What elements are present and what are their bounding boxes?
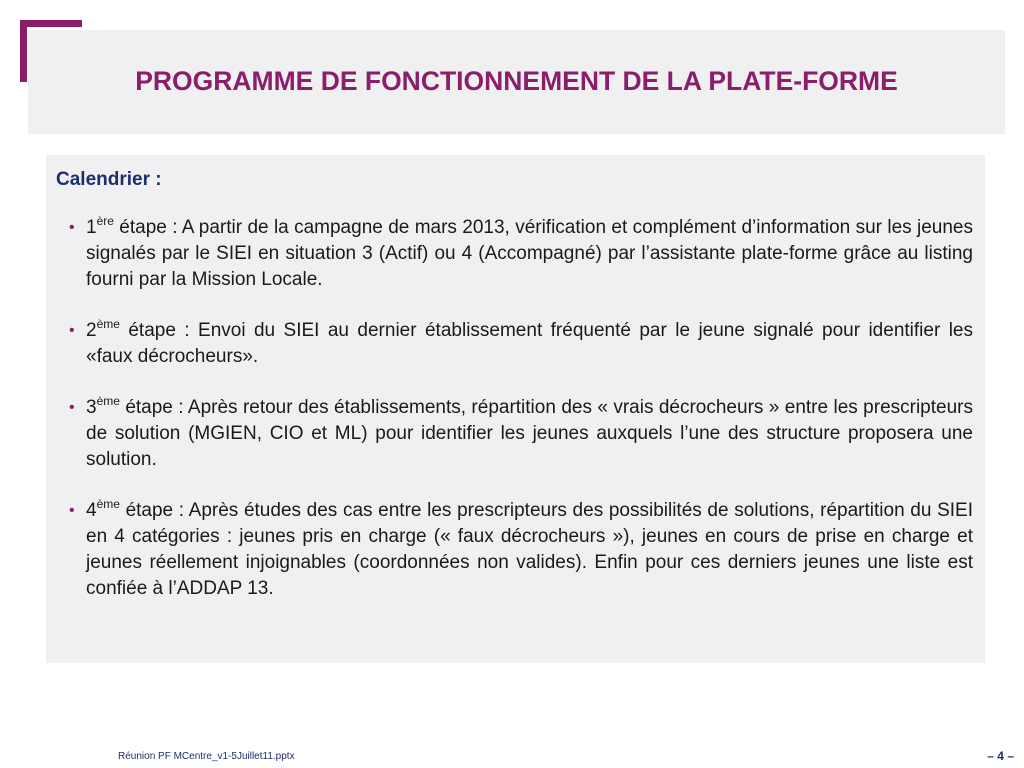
list-item-step-2 bbox=[56, 318, 973, 370]
list-item-step-4 bbox=[56, 498, 973, 602]
step-text: étape : Après retour des établissements, répartition des « vrais décrocheurs » entre les prescripteurs de solution (MGIEN, CIO et ML) pour identifier les jeunes auxquels l’une des structure proposera une solution. bbox=[86, 397, 973, 470]
step-ordinal: ème bbox=[96, 317, 120, 331]
step-ordinal: ème bbox=[96, 394, 120, 408]
step-ordinal: ème bbox=[96, 497, 120, 511]
list-item-step-3 bbox=[56, 395, 973, 473]
bullet-icon: • bbox=[69, 219, 75, 236]
step-number: 3 bbox=[86, 397, 97, 418]
step-ordinal: ère bbox=[96, 214, 114, 228]
list-item-step-1 bbox=[56, 215, 973, 293]
section-heading: Calendrier : bbox=[56, 169, 162, 190]
step-number: 2 bbox=[86, 320, 97, 341]
bullet-icon: • bbox=[69, 502, 75, 519]
content-panel bbox=[46, 155, 985, 663]
bullet-icon: • bbox=[69, 322, 75, 339]
footer-filename: Réunion PF MCentre_v1-5Juillet11.pptx bbox=[118, 751, 295, 762]
step-text: étape : A partir de la campagne de mars 2013, vérification et complément d’information sur les jeunes signalés par le SIEI en situation 3 (Actif) ou 4 (Accompagné) par l’assistante plate-forme grâce au listing fourni par la Mission Locale. bbox=[86, 217, 973, 290]
step-number: 4 bbox=[86, 500, 97, 521]
step-text: étape : Après études des cas entre les prescripteurs des possibilités de solutions, répartition du SIEI en 4 catégories : jeunes pris en charge (« faux décrocheurs »), jeunes en cours de prise en charge et jeunes réellement injoignables (coordonnées non valides). Enfin pour ces derniers jeunes une liste est confiée à l’ADDAP 13. bbox=[86, 500, 973, 599]
bullet-icon: • bbox=[69, 399, 75, 416]
page-number: – 4 – bbox=[987, 749, 1014, 763]
title-banner bbox=[28, 30, 1005, 134]
step-number: 1 bbox=[86, 217, 97, 238]
step-text: étape : Envoi du SIEI au dernier établissement fréquenté par le jeune signalé pour identifier les «faux décrocheurs». bbox=[86, 320, 973, 367]
steps-list bbox=[56, 215, 973, 602]
page-title: PROGRAMME DE FONCTIONNEMENT DE LA PLATE-FORME bbox=[135, 66, 898, 96]
